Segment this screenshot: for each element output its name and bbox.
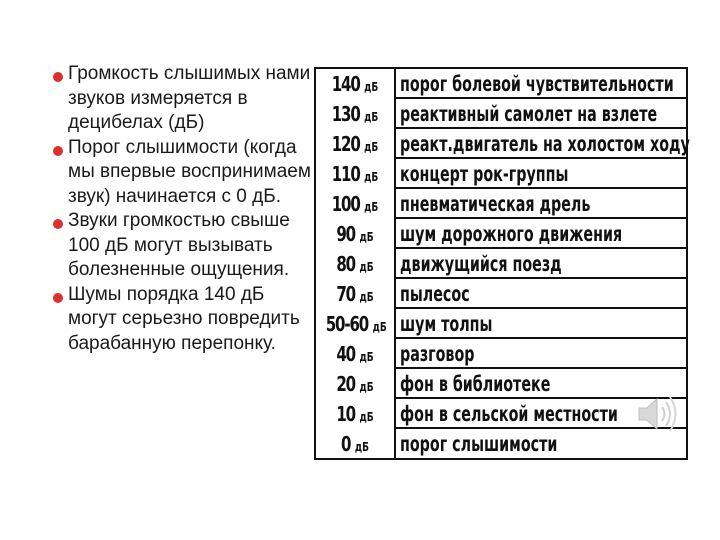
bullet-item xyxy=(40,283,315,357)
decibel-unit: дБ xyxy=(359,410,374,424)
sound-description: порог слышимости xyxy=(400,432,558,456)
table-row xyxy=(316,429,686,459)
bullet-text: Звуки громкостью свыше 100 дБ могут вызывать болезненные ощущения. xyxy=(68,210,290,280)
decibel-value: 90 xyxy=(336,222,355,246)
bullet-item xyxy=(40,136,315,210)
decibel-level xyxy=(326,309,385,339)
decibel-level xyxy=(326,219,385,249)
decibel-level xyxy=(326,279,385,309)
table-row xyxy=(316,129,690,159)
table-row xyxy=(316,189,686,219)
decibel-level xyxy=(326,429,385,459)
sound-description: порог болевой чувствительности xyxy=(400,72,674,96)
bullet-dot-icon xyxy=(53,146,63,156)
bullet-dot-icon xyxy=(53,293,63,303)
bullet-dot-icon xyxy=(53,219,63,229)
table-row xyxy=(316,369,686,399)
table-row xyxy=(316,339,686,369)
decibel-value: 130 xyxy=(331,102,360,126)
table-row xyxy=(316,219,686,249)
speaker-icon[interactable] xyxy=(633,389,683,439)
sound-description: концерт рок-группы xyxy=(400,162,569,186)
bullet-text: Шумы порядка 140 дБ могут серьезно повредить барабанную перепонку. xyxy=(68,283,300,354)
decibel-unit: дБ xyxy=(359,290,374,304)
decibel-level xyxy=(326,339,385,369)
sound-description: шум толпы xyxy=(400,312,493,336)
decibel-level xyxy=(326,99,385,129)
sound-description: реакт.двигатель на холостом ходу xyxy=(400,132,690,156)
table-row xyxy=(316,159,686,189)
decibel-value: 100 xyxy=(331,192,360,216)
bullet-text: Порог слышимости (когда мы впервые воспринимаем звук) начинается с 0 дБ. xyxy=(68,136,311,207)
decibel-value: 140 xyxy=(331,72,360,96)
decibel-value: 50-60 xyxy=(325,312,369,336)
decibel-table xyxy=(314,67,688,460)
table-row xyxy=(316,99,686,129)
decibel-level xyxy=(326,129,385,159)
decibel-level xyxy=(326,249,385,279)
sound-description: разговор xyxy=(400,342,475,366)
decibel-value: 0 xyxy=(341,432,351,456)
decibel-unit: дБ xyxy=(359,260,374,274)
decibel-unit: дБ xyxy=(354,440,369,454)
decibel-unit: дБ xyxy=(364,80,379,94)
sound-description: движущийся поезд xyxy=(400,252,562,276)
decibel-value: 70 xyxy=(336,282,355,306)
decibel-unit: дБ xyxy=(364,110,379,124)
decibel-level xyxy=(326,69,385,99)
table-row xyxy=(316,279,686,309)
table-row xyxy=(316,309,686,339)
sound-description: пылесос xyxy=(400,282,470,306)
table-row xyxy=(316,399,686,429)
bullet-item xyxy=(40,209,315,283)
sound-description: шум дорожного движения xyxy=(400,222,623,246)
bullet-dot-icon xyxy=(53,72,63,82)
decibel-value: 110 xyxy=(331,162,360,186)
decibel-unit: дБ xyxy=(359,230,374,244)
decibel-level xyxy=(326,399,385,429)
decibel-level xyxy=(326,159,385,189)
decibel-unit: дБ xyxy=(364,170,379,184)
sound-description: фон в библиотеке xyxy=(400,372,551,396)
decibel-value: 10 xyxy=(336,402,355,426)
decibel-unit: дБ xyxy=(364,140,379,154)
decibel-unit: дБ xyxy=(359,350,374,364)
decibel-value: 120 xyxy=(331,132,360,156)
decibel-unit: дБ xyxy=(359,380,374,394)
bullet-list xyxy=(40,62,315,356)
table-row xyxy=(316,249,686,279)
sound-description: реактивный самолет на взлете xyxy=(400,102,658,126)
sound-description: пневматическая дрель xyxy=(400,192,591,216)
table-row xyxy=(316,69,686,99)
decibel-unit: дБ xyxy=(364,200,379,214)
sound-description: фон в сельской местности xyxy=(400,402,618,426)
decibel-level xyxy=(326,189,385,219)
decibel-unit: дБ xyxy=(372,320,387,334)
decibel-value: 40 xyxy=(336,342,355,366)
decibel-value: 20 xyxy=(336,372,355,396)
bullet-text: Громкость слышимых нами звуков измеряется в децибелах (дБ) xyxy=(68,63,311,133)
decibel-level xyxy=(326,369,385,399)
bullet-item xyxy=(40,62,315,136)
decibel-value: 80 xyxy=(336,252,355,276)
